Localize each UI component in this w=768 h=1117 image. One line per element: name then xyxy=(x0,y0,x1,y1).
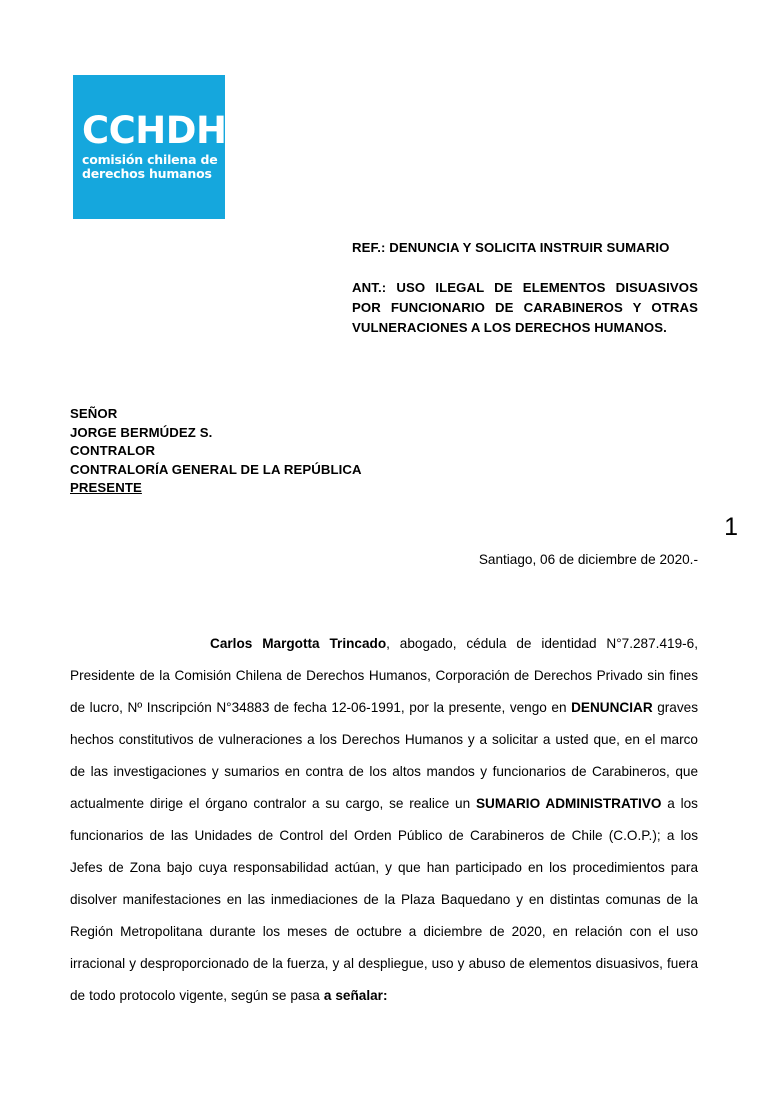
body-keyword-sumario-administrativo: SUMARIO ADMINISTRATIVO xyxy=(475,796,662,811)
addressee-block xyxy=(70,405,362,498)
logo-subtitle-line-2: derechos humanos xyxy=(82,166,212,181)
date-line: Santiago, 06 de diciembre de 2020.- xyxy=(478,552,698,567)
body-segment-6: a los funcionarios de las Unidades de Control del Orden Público de Carabineros de Chile (C.O.P.); a los Jefes de Zona bajo cuya responsabilidad actúan, y que han participado en los procedimientos para disolver manifestaciones en las inmediaciones de la Plaza Baquedano y en distintas comunas de la Región Metropolitana durante los meses de octubre a diciembre de 2020, en relación con el uso irracional y desproporcionado de la fuerza, y al despliegue, uso y abuso de elementos disuasivos, fuera de todo protocolo vigente, según se pasa xyxy=(70,796,698,1003)
logo-text-group xyxy=(82,109,227,181)
reference-ref-line: REF.: DENUNCIA Y SOLICITA INSTRUIR SUMARIO xyxy=(352,240,670,255)
body-segment-2: , abogado, cédula de identidad N°7.287.419-6, Presidente de la Comisión Chilena de Derechos Humanos, Corporación de Derechos Privado sin fines de lucro, Nº Inscripción N°34883 de fecha 12-06-1991, por la presente, vengo en xyxy=(70,636,699,715)
body-keyword-denunciar: DENUNCIAR xyxy=(571,700,653,715)
body-keyword-a-senalar: a señalar: xyxy=(323,988,388,1003)
logo-subtitle xyxy=(82,153,222,181)
reference-ant-line: ANT.: USO ILEGAL DE ELEMENTOS DISUASIVOS POR FUNCIONARIO DE CARABINEROS Y OTRAS VULNERACIONES A LOS DERECHOS HUMANOS. xyxy=(352,280,698,335)
body-segment-4: graves hechos constitutivos de vulneraciones a los Derechos Humanos y a solicitar a usted que, en el marco de las investigaciones y sumarios en contra de los altos mandos y funcionarios de Carabineros, que actualmente dirige el órgano contralor a su cargo, se realice un xyxy=(70,700,699,811)
body-paragraph xyxy=(70,628,698,1012)
addressee-title: CONTRALOR xyxy=(70,443,156,458)
logo-subtitle-line-1: comisión chilena de xyxy=(82,152,218,167)
addressee-institution: CONTRALORÍA GENERAL DE LA REPÚBLICA xyxy=(70,461,362,477)
addressee-salutation: SEÑOR xyxy=(70,406,118,421)
addressee-present: PRESENTE xyxy=(70,480,142,495)
reference-block xyxy=(352,238,698,338)
page-number: 1 xyxy=(724,513,738,541)
logo-acronym: CCHDH xyxy=(82,109,227,152)
body-declarant-name: Carlos Margotta Trincado xyxy=(210,636,387,651)
addressee-name: JORGE BERMÚDEZ S. xyxy=(70,424,213,440)
cchdh-logo xyxy=(73,75,225,219)
